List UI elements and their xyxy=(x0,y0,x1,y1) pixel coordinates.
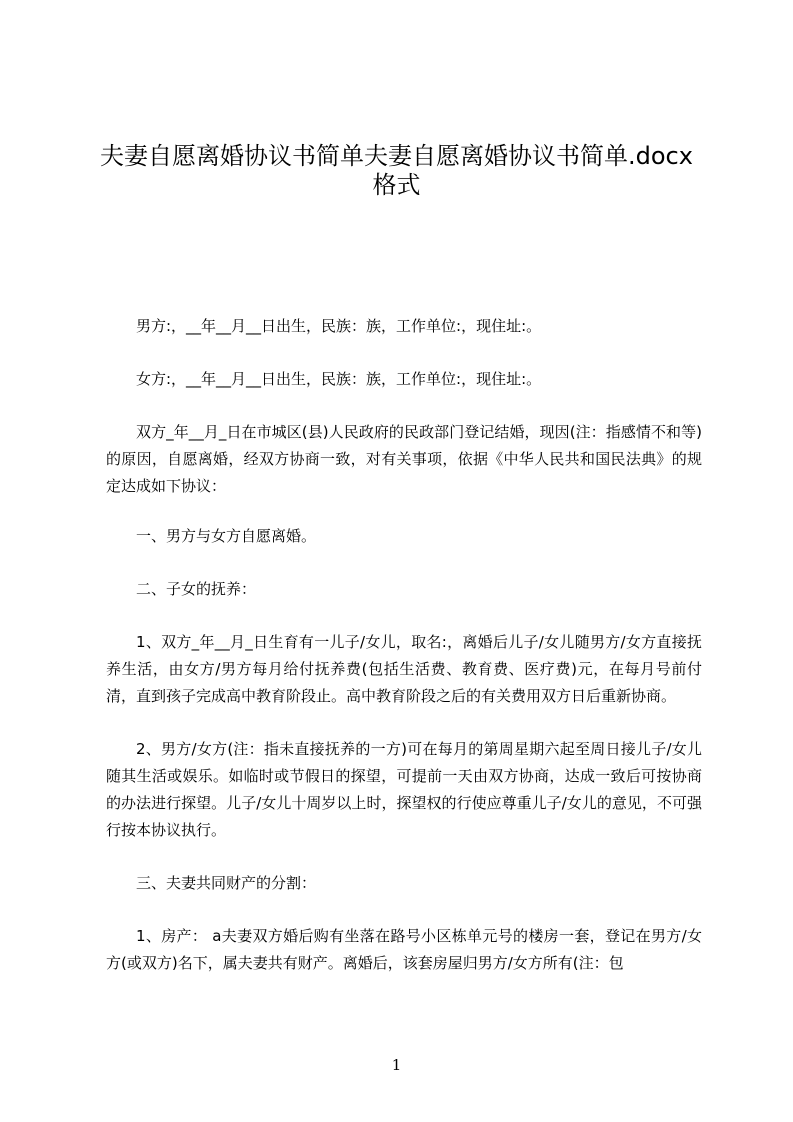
paragraph-property: 1、房产： a夫妻双方婚后购有坐落在路号小区栋单元号的楼房一套，登记在男方/女方(或双方)名下，属夫妻共有财产。离婚后，该套房屋归男方/女方所有(注：包 xyxy=(106,927,702,972)
paragraph-section-2-heading: 二、子女的抚养： xyxy=(136,580,257,598)
paragraph-marriage-statement: 双方_年__月_日在市城区(县)人民政府的民政部门登记结婚，现因(注：指感情不和等)的原因，自愿离婚，经双方协商一致，对有关事项，依据《中华人民共和国民法典》的规定达成如下协议： xyxy=(106,423,702,495)
paragraph-child-custody: 1、双方_年__月_日生育有一儿子/女儿，取名:，离婚后儿子/女儿随男方/女方直接抚养生活，由女方/男方每月给付抚养费(包括生活费、教育费、医疗费)元，在每月号前付清，直到孩子完成高中教育阶段止。高中教育阶段之后的有关费用双方日后重新协商。 xyxy=(106,633,702,705)
document-title: 夫妻自愿离婚协议书简单夫妻自愿离婚协议书简单.docx格式 xyxy=(100,142,693,199)
paragraph-section-1: 一、男方与女方自愿离婚。 xyxy=(136,527,317,545)
paragraph-male-party: 男方:，__年__月__日出生，民族：族，工作单位:，现住址:。 xyxy=(136,317,542,335)
paragraph-section-3-heading: 三、夫妻共同财产的分割： xyxy=(136,874,317,892)
page-number: 1 xyxy=(391,1056,402,1074)
paragraph-female-party: 女方:，__年__月__日出生，民族：族，工作单位:，现住址:。 xyxy=(136,370,542,388)
document-body xyxy=(106,313,702,977)
paragraph-visitation: 2、男方/女方(注：指未直接抚养的一方)可在每月的第周星期六起至周日接儿子/女儿随其生活或娱乐。如临时或节假日的探望，可提前一天由双方协商，达成一致后可按协商的办法进行探望。儿子/女儿十周岁以上时，探望权的行使应尊重儿子/女儿的意见，不可强行按本协议执行。 xyxy=(106,740,702,839)
